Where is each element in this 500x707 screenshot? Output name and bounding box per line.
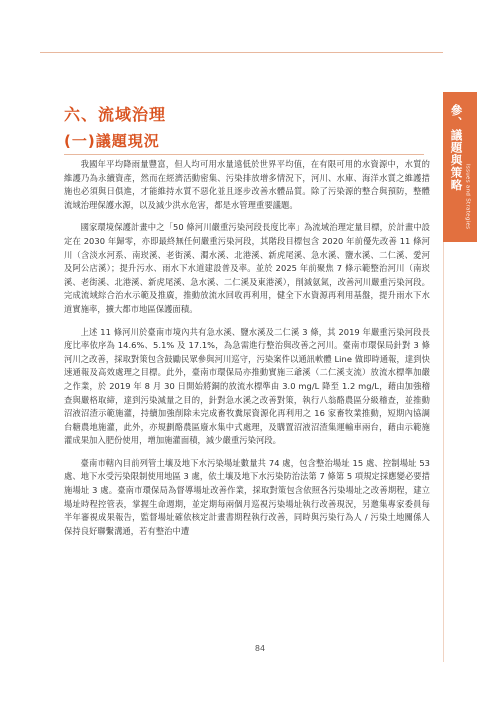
paragraph: 國家環境保護計畫中之「50 條河川嚴重污染河段長度比率」為流域治理定量目標，於計畫中設定在 2030 年歸零，亦即最終無任何嚴重污染河段，其階段目標包含 2020 年前優先改善 11 條河川（含淡水河系、南崁溪、老街溪、濁水溪、北港溪、新虎尾溪、急水溪、鹽水溪、二仁溪、愛河及阿公店溪）；提升污水、雨水下水道建設普及率。並於 2025 年前聚焦 7 條示範整治河川（南崁溪、老街溪、北港溪、新虎尾溪、急水溪、二仁溪及東港溪），削減氨氮，改善河川嚴重污染河段。完成流域綜合治水示範及推廣，推動放流水回收再利用，健全下水資源再利用基盤，提升雨水下水道實施率，擴大都市地區保護面積。 <box>64 222 430 314</box>
paragraph: 上述 11 條河川於臺南市境內共有急水溪、鹽水溪及二仁溪 3 條，其 2019 年嚴重污染河段長度比率依序為 14.6%、5.1% 及 17.1%，為急需進行整治與改善之河川。臺南市環保局針對 3 條河川之改善，採取對策包含鼓勵民眾參與河川巡守，污染案件以通訊軟體 Line 做即時通報，達到快速通報及高效處理之目標。此外，臺南市環保局亦推動實施三爺溪（二仁溪支流）放流水標準加嚴之作業，於 2019 年 8 月 30 日開始將銅的放流水標準由 3.0 mg/L 降至 1.2 mg/L，藉由加強稽查與嚴格取締，達到污染減量之目的，針對急水溪之改善對策，執行八翁酪農區分級稽查，並推動沼液沼渣示範施灌，持續加強削除未完成畜牧糞尿資源化再利用之 16 家畜牧業推動，短期內協調台糖農地施灌，此外，亦規劃酪農區廢水集中式處理，及購置沼液沼渣集運輸車兩台，藉由示範施灌成果加入肥份使用，增加施灌面積，減少嚴重污染河段。 <box>64 326 430 446</box>
body-text <box>64 158 430 547</box>
side-margin-strip <box>443 242 477 662</box>
chapter-side-tab <box>443 92 477 242</box>
subsection-title: (一)議題現況 <box>64 132 160 150</box>
section-title: 六、流域治理 <box>64 105 167 124</box>
paragraph: 臺南市轄內目前列管土壤及地下水污染場址數量共 74 處，包含整治場址 15 處、控制場址 53 處、地下水受污染限制使用地區 3 處，依土壤及地下水污染防治法第 7 條第 5 項規定採應變必要措施場址 3 處。臺南市環保局為督導場址改善作業，採取對策包含依照各污染場址之改善期程，建立場址時程控管表，掌握生命週期，並定期每兩個月巡視污染場址執行改善現況，另邀集專家委員每半年審視成果報告，監督場址確依核定計畫書期程執行改善，同時與污染行為人 / 污染土地關係人保持良好聯繫溝通，若有整治中遭 <box>64 457 430 536</box>
header-rule <box>40 52 443 53</box>
paragraph: 我國年平均降雨量豐富，但人均可用水量遠低於世界平均值，在有限可用的水資源中，水質的維護乃為永續資產，然而在經濟活動密集、污染排放增多情況下，河川、水庫、海洋水質之維護措施也必須與日俱進，才能維持水質不惡化並且逐步改善水體品質。除了污染源的整合與預防，整體流域治理保護水源，以及減少洪水危害，都是水管理重要議題。 <box>64 159 430 210</box>
page-number: 84 <box>254 644 266 653</box>
title-divider <box>64 154 424 155</box>
chapter-tab-subtitle: Issues and Strategies <box>464 164 471 230</box>
chapter-tab-title: 參、議題與策略 <box>449 104 464 192</box>
